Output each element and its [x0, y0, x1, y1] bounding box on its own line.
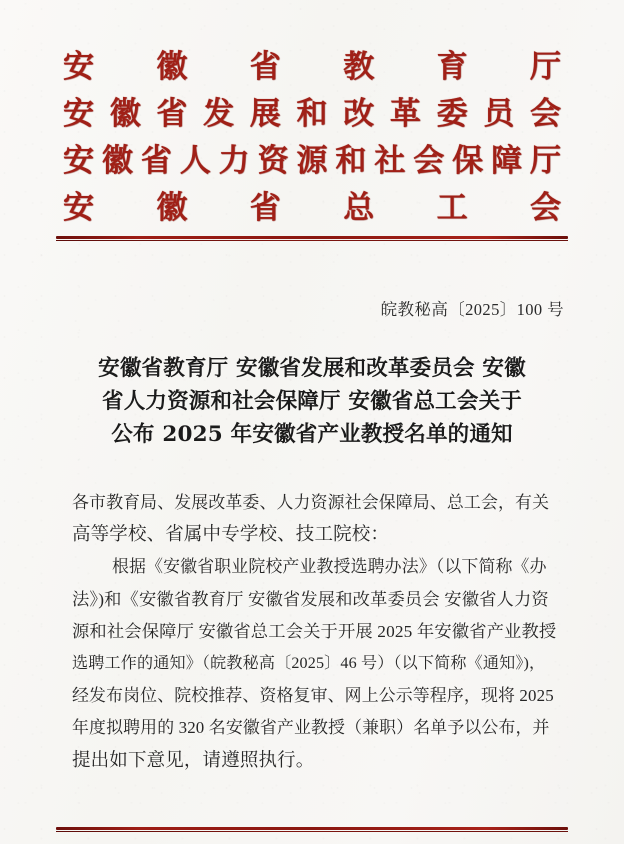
body-line: 源和社会保障厅 安徽省总工会关于开展 2025 年安徽省产业教授 — [72, 621, 557, 641]
body-line: 高等学校、省属中专学校、技工院校： — [72, 525, 390, 546]
title-line-2: 省人力资源和社会保障厅 安徽省总工会关于 — [102, 389, 522, 414]
masthead-line-3-text: 安徽省人力资源和社会保障厅 — [63, 143, 569, 179]
title-line-1: 安徽省教育厅 安徽省发展和改革委员会 安徽 — [98, 356, 526, 381]
masthead-line-3 — [63, 138, 569, 185]
body-line: 法》)和《安徽省教育厅 安徽省发展和改革委员会 安徽省人力资 — [72, 589, 549, 609]
masthead-line-4-text: 安徽省总工会 — [63, 190, 624, 226]
masthead-line-1 — [63, 44, 624, 91]
masthead-line-1-text: 安徽省教育厅 — [63, 49, 624, 85]
document-title — [72, 352, 552, 451]
body-line: 经发布岗位、院校推荐、资格复审、网上公示等程序，现将 2025 — [72, 686, 554, 706]
title-line-3: 公布 2025 年安徽省产业教授名单的通知 — [111, 422, 513, 447]
masthead-divider-rule — [56, 236, 568, 241]
divider-thin-line — [56, 240, 568, 241]
masthead-line-2 — [63, 91, 577, 138]
document-body — [72, 487, 556, 777]
document-number: 皖教秘高〔2025〕100 号 — [380, 300, 564, 319]
footer-divider-rule — [56, 827, 568, 832]
body-line: 根据《安徽省职业院校产业教授选聘办法》（以下简称《办 — [112, 557, 547, 577]
body-line: 提出如下意见，请遵照执行。 — [72, 750, 315, 771]
body-line: 年度拟聘用的 320 名安徽省产业教授（兼职）名单予以公布，并 — [72, 718, 550, 738]
body-line: 选聘工作的通知》（皖教秘高〔2025〕46 号）（以下简称《通知》)， — [72, 655, 546, 673]
masthead — [0, 44, 624, 232]
footer-thin-line — [56, 831, 568, 832]
masthead-line-2-text: 安徽省发展和改革委员会 — [63, 96, 577, 132]
body-line: 各市教育局、发展改革委、人力资源社会保障局、总工会，有关 — [72, 493, 550, 512]
masthead-line-4 — [63, 185, 624, 232]
